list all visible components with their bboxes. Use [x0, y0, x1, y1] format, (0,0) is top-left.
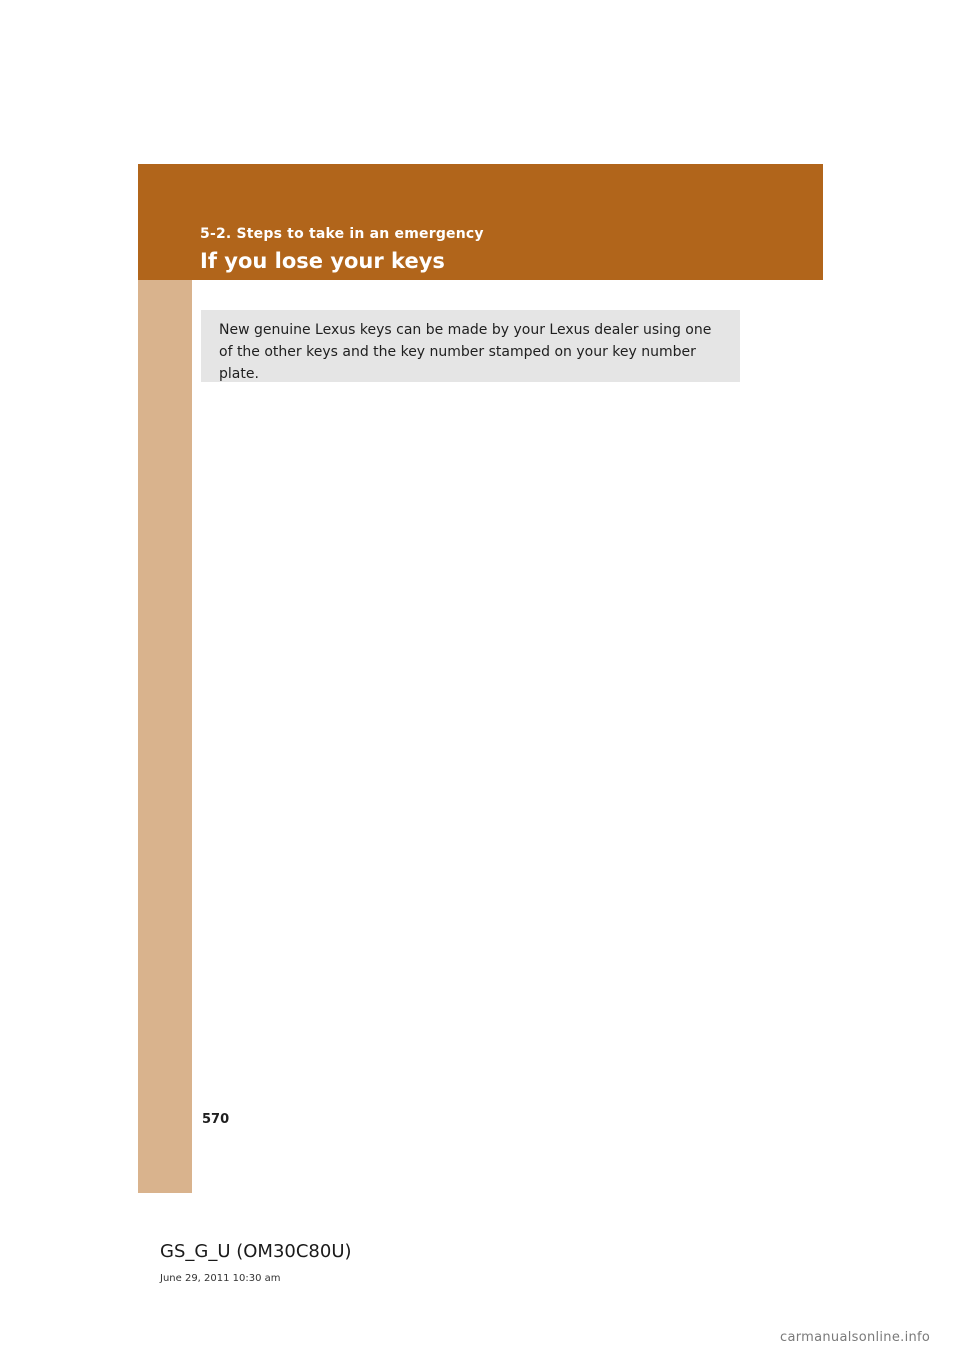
watermark: carmanualsonline.info [780, 1330, 931, 1345]
notice-box [201, 310, 740, 382]
side-tab [138, 280, 192, 1193]
document-timestamp: June 29, 2011 10:30 am [160, 1273, 281, 1284]
section-label: 5-2. Steps to take in an emergency [200, 226, 484, 242]
document-id: GS_G_U (OM30C80U) [160, 1241, 352, 1262]
header-band [138, 164, 823, 280]
page-number: 570 [202, 1112, 230, 1127]
notice-text: New genuine Lexus keys can be made by your Lexus dealer using one of the other keys and the key number stamped on your key number plate. [219, 322, 712, 382]
page-title: If you lose your keys [200, 249, 445, 273]
